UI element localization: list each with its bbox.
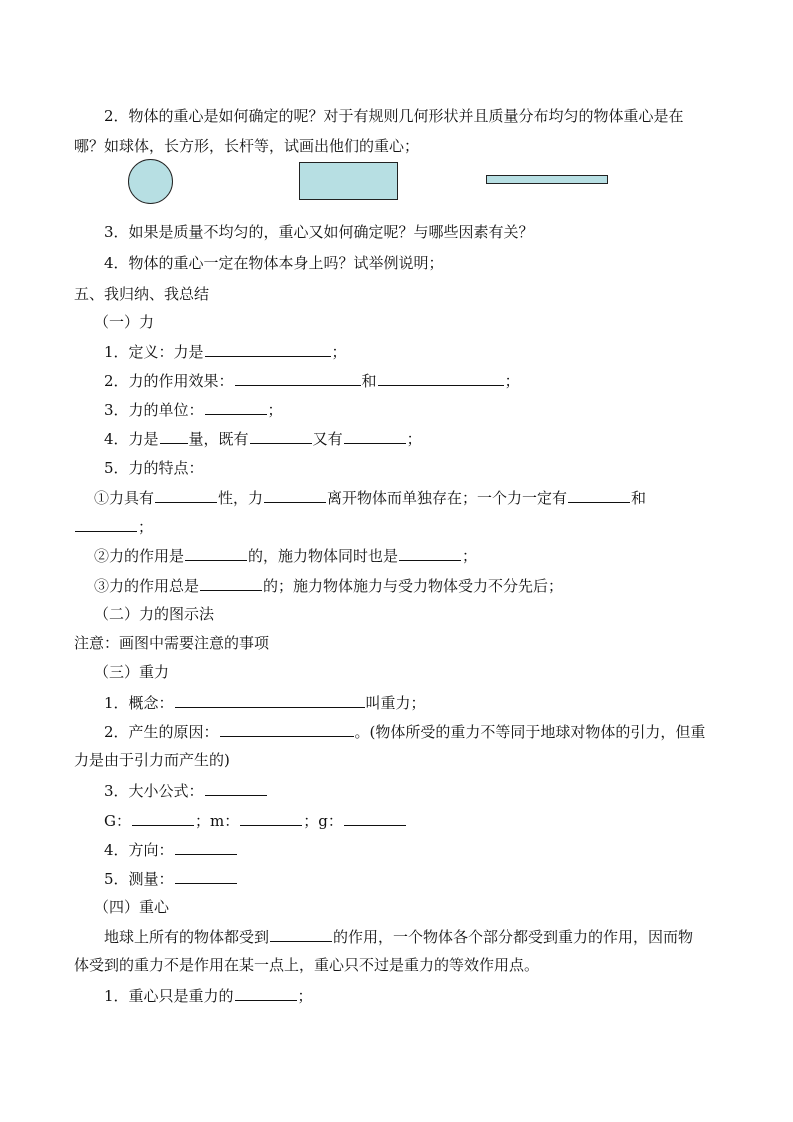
force-trait-3 xyxy=(94,575,563,596)
force-quantity xyxy=(104,428,422,449)
force-definition xyxy=(104,341,347,362)
label: 2．力的作用效果： xyxy=(104,372,234,390)
label: 地球上所有的物体都受到 xyxy=(104,928,270,946)
label: ； xyxy=(462,547,478,565)
label: 的；施力物体施力与受力物体受力不分先后； xyxy=(263,577,564,595)
gravity-cause-cont xyxy=(74,750,230,770)
label: 量，既有 xyxy=(188,430,249,448)
answer-blank[interactable] xyxy=(185,545,247,561)
force-effect xyxy=(104,370,520,391)
label: ； xyxy=(297,987,313,1005)
label: 4．力是 xyxy=(104,430,159,448)
answer-blank[interactable] xyxy=(235,370,361,386)
label: ③力的作用总是 xyxy=(94,577,200,595)
answer-blank[interactable] xyxy=(205,341,331,357)
question-2-line-1 xyxy=(104,106,684,126)
answer-blank[interactable] xyxy=(132,810,194,826)
answer-blank[interactable] xyxy=(220,721,354,737)
question-2-text-cont: 哪？如球体，长方形，长杆等，试画出他们的重心； xyxy=(74,137,420,155)
gravity-direction xyxy=(104,839,238,860)
answer-blank[interactable] xyxy=(175,839,237,855)
label: ； xyxy=(406,430,422,448)
label: 1．概念： xyxy=(104,694,174,712)
gravity-concept xyxy=(104,692,426,713)
label: 5．测量： xyxy=(104,870,174,888)
label: 的作用，一个物体各个部分都受到重力的作用，因而物 xyxy=(333,928,694,946)
answer-blank[interactable] xyxy=(568,487,630,503)
label: 力是由于引力而产生的) xyxy=(74,751,230,769)
answer-blank[interactable] xyxy=(175,868,237,884)
rectangle-figure xyxy=(299,162,398,200)
label: 3．大小公式： xyxy=(104,782,204,800)
force-trait-2 xyxy=(94,545,477,566)
answer-blank[interactable] xyxy=(205,780,267,796)
question-3-text: 3．如果是质量不均匀的，重心又如何确定呢？与哪些因素有关？ xyxy=(104,223,534,241)
label: 4．方向： xyxy=(104,841,174,859)
label: 性，力 xyxy=(218,489,264,507)
diagram-heading-text: （二）力的图示法 xyxy=(94,605,215,623)
answer-blank[interactable] xyxy=(344,810,406,826)
force-trait-1 xyxy=(94,487,646,508)
label: 2．产生的原因： xyxy=(104,723,219,741)
label: ； xyxy=(267,401,283,419)
label: 又有 xyxy=(312,430,343,448)
label: ；g： xyxy=(303,812,343,830)
force-heading-text: （一）力 xyxy=(94,313,155,331)
gravity-heading-text: （三）重力 xyxy=(94,663,170,681)
summary-heading xyxy=(74,284,209,304)
answer-blank[interactable] xyxy=(175,692,365,708)
answer-blank[interactable] xyxy=(399,545,461,561)
label: 5．力的特点： xyxy=(104,459,204,477)
label: ①力具有 xyxy=(94,489,155,507)
label: 。(物体所受的重力不等同于地球对物体的引力，但重 xyxy=(354,723,706,741)
gravity-heading xyxy=(94,662,169,682)
answer-blank[interactable] xyxy=(240,810,302,826)
label: 和 xyxy=(361,372,377,390)
summary-heading-text: 五、我归纳、我总结 xyxy=(74,285,210,303)
answer-blank[interactable] xyxy=(160,428,188,444)
gravity-cause xyxy=(104,721,705,742)
label: ； xyxy=(138,518,154,536)
answer-blank[interactable] xyxy=(270,926,332,942)
label: 离开物体而单独存在；一个力一定有 xyxy=(327,489,568,507)
center-heading-text: （四）重心 xyxy=(94,898,170,916)
gravity-variables xyxy=(104,810,407,831)
center-paragraph-cont xyxy=(74,955,539,975)
answer-blank[interactable] xyxy=(75,516,137,532)
label: 体受到的重力不是作用在某一点上，重心只不过是重力的等效作用点。 xyxy=(74,956,540,974)
label: G： xyxy=(104,812,131,830)
question-3 xyxy=(104,222,534,242)
label: 和 xyxy=(631,489,647,507)
diagram-note-text: 注意：画图中需要注意的事项 xyxy=(74,634,270,652)
answer-blank[interactable] xyxy=(264,487,326,503)
answer-blank[interactable] xyxy=(235,985,297,1001)
label: ；m： xyxy=(194,812,240,830)
force-unit xyxy=(104,399,283,420)
force-traits-heading xyxy=(104,458,204,478)
answer-blank[interactable] xyxy=(205,399,267,415)
answer-blank[interactable] xyxy=(378,370,504,386)
gravity-formula xyxy=(104,780,268,801)
gravity-measure xyxy=(104,868,238,889)
answer-blank[interactable] xyxy=(250,428,312,444)
force-trait-1-cont xyxy=(74,516,153,537)
force-heading xyxy=(94,312,154,332)
question-4-text: 4．物体的重心一定在物体本身上吗？试举例说明； xyxy=(104,254,444,272)
diagram-note xyxy=(74,633,269,653)
label: ； xyxy=(504,372,520,390)
diagram-heading xyxy=(94,604,214,624)
sphere-figure xyxy=(128,159,173,204)
center-paragraph xyxy=(104,926,693,947)
label: 的，施力物体同时也是 xyxy=(248,547,399,565)
label: ②力的作用是 xyxy=(94,547,185,565)
answer-blank[interactable] xyxy=(200,575,262,591)
label: 1．重心只是重力的 xyxy=(104,987,234,1005)
center-heading xyxy=(94,897,169,917)
label: 3．力的单位： xyxy=(104,401,204,419)
center-item-1 xyxy=(104,985,313,1006)
rod-figure xyxy=(486,175,608,184)
question-2-line-2 xyxy=(74,136,419,156)
question-2-text: 2．物体的重心是如何确定的呢？对于有规则几何形状并且质量分布均匀的物体重心是在 xyxy=(104,107,684,125)
label: ； xyxy=(331,343,347,361)
label: 1．定义：力是 xyxy=(104,343,204,361)
answer-blank[interactable] xyxy=(155,487,217,503)
answer-blank[interactable] xyxy=(344,428,406,444)
label: 叫重力； xyxy=(365,694,426,712)
question-4 xyxy=(104,253,444,273)
